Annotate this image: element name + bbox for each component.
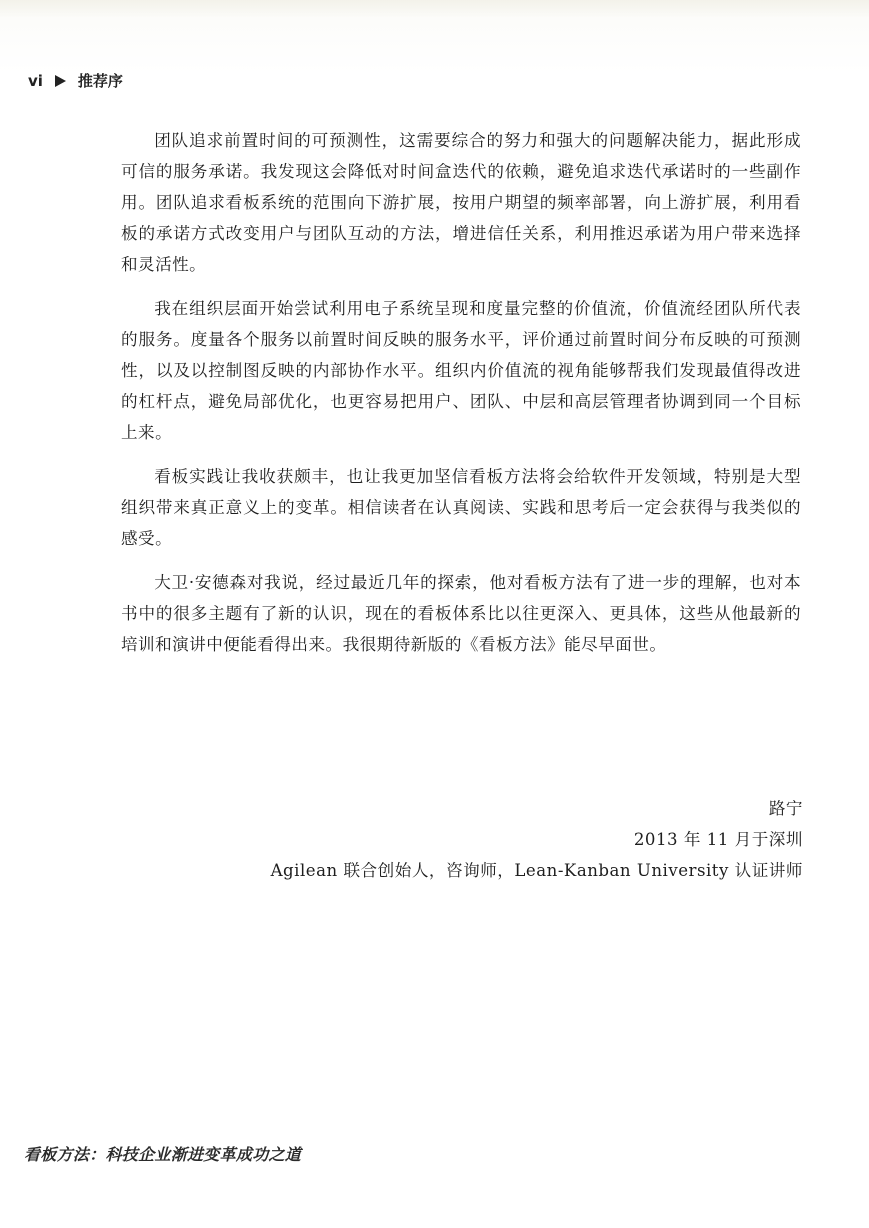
author-title: Agilean 联合创始人，咨询师，Lean-Kanban University 认证讲师	[270, 861, 803, 880]
running-header	[28, 70, 123, 91]
paragraph-1: 团队追求前置时间的可预测性，这需要综合的努力和强大的问题解决能力，据此形成可信的服务承诺。我发现这会降低对时间盒迭代的依赖，避免追求迭代承诺时的一些副作用。团队追求看板系统的范围向下游扩展，按用户期望的频率部署，向上游扩展，利用看板的承诺方式改变用户与团队互动的方法，增进信任关系，利用推迟承诺为用户带来选择和灵活性。	[121, 131, 801, 274]
paragraph-3: 看板实践让我收获颇丰，也让我更加坚信看板方法将会给软件开发领域，特别是大型组织带来真正意义上的变革。相信读者在认真阅读、实践和思考后一定会获得与我类似的感受。	[121, 467, 801, 548]
signature-block	[271, 793, 803, 886]
body-text	[121, 125, 801, 673]
date-place: 2013 年 11 月于深圳	[633, 830, 803, 849]
section-title: 推荐序	[77, 72, 123, 90]
author-name: 路宁	[768, 799, 803, 818]
triangle-right-icon	[55, 75, 66, 87]
paragraph-4: 大卫·安德森对我说，经过最近几年的探索，他对看板方法有了进一步的理解，也对本书中的很多主题有了新的认识，现在的看板体系比以往更深入、更具体，这些从他最新的培训和演讲中便能看得出来。我很期待新版的《看板方法》能尽早面世。	[121, 573, 801, 654]
page-number: vi	[28, 71, 43, 90]
running-footer: 看板方法：科技企业渐进变革成功之道	[24, 1145, 302, 1164]
paragraph-2: 我在组织层面开始尝试利用电子系统呈现和度量完整的价值流，价值流经团队所代表的服务。度量各个服务以前置时间反映的服务水平，评价通过前置时间分布反映的可预测性，以及以控制图反映的内部协作水平。组织内价值流的视角能够帮我们发现最值得改进的杠杆点，避免局部优化，也更容易把用户、团队、中层和高层管理者协调到同一个目标上来。	[121, 299, 801, 442]
page-top-edge	[0, 0, 869, 18]
